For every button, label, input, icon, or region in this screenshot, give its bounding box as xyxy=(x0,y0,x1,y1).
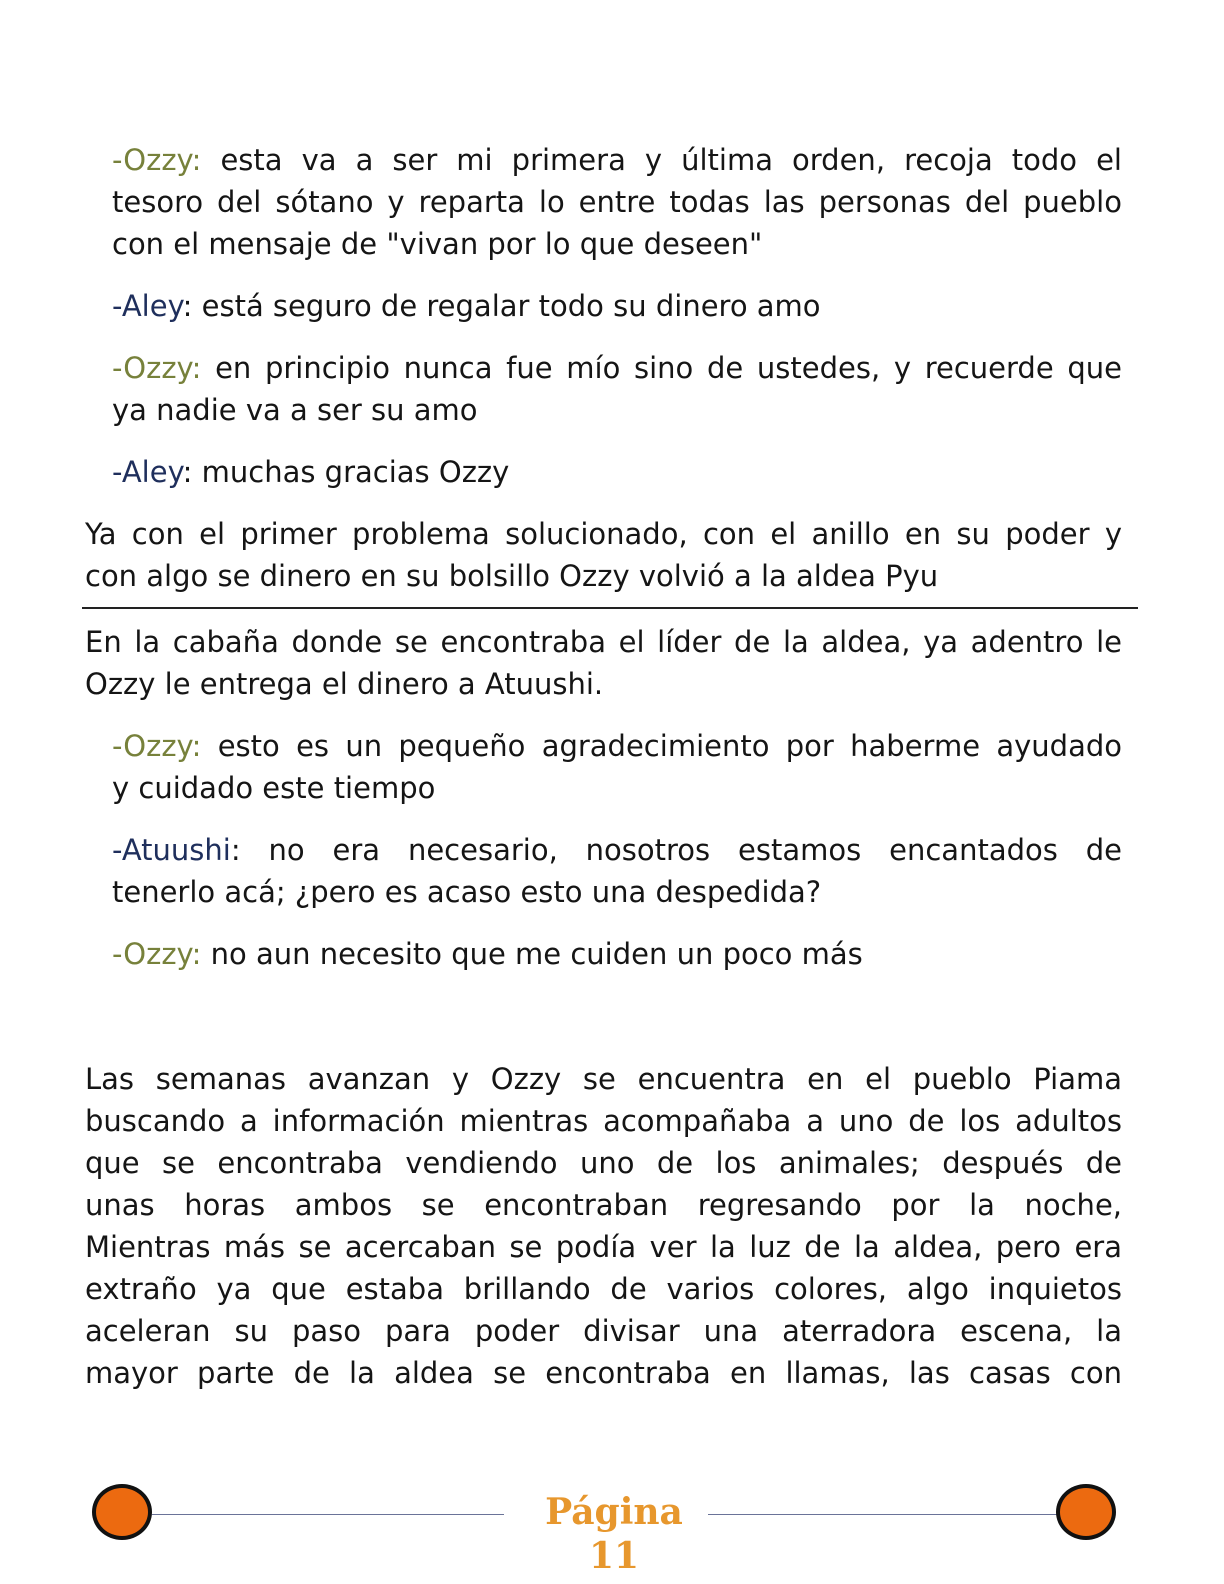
footer-circle-right-icon xyxy=(1056,1484,1116,1540)
dialogue-line: -Aley: está seguro de regalar todo su dinero amo xyxy=(112,289,821,323)
dialogue-line: -Ozzy: esta va a ser mi primera y última orden, recoja todo el xyxy=(112,143,1122,177)
narration-line: aceleran su paso para poder divisar una aterradora escena, la xyxy=(85,1314,1122,1348)
footer-rule-left xyxy=(152,1514,504,1515)
page-label: Página xyxy=(545,1491,683,1533)
dialogue-line: ya nadie va a ser su amo xyxy=(112,393,478,427)
footer-circle-left-icon xyxy=(92,1484,152,1540)
section-divider xyxy=(82,607,1138,609)
speaker-aley: -Aley xyxy=(112,289,183,323)
speaker-ozzy: -Ozzy xyxy=(112,351,192,385)
speaker-ozzy: -Ozzy xyxy=(112,143,192,177)
speaker-atuushi: -Atuushi xyxy=(112,833,231,867)
dialogue-line: -Ozzy: esto es un pequeño agradecimiento por haberme ayudado xyxy=(112,729,1122,763)
speaker-aley: -Aley xyxy=(112,455,183,489)
dialogue-line: tenerlo acá; ¿pero es acaso esto una despedida? xyxy=(112,875,822,909)
narration-line: buscando a información mientras acompañaba a uno de los adultos xyxy=(85,1104,1122,1138)
narration-line: con algo se dinero en su bolsillo Ozzy volvió a la aldea Pyu xyxy=(85,559,939,593)
dialogue-line: -Ozzy: no aun necesito que me cuiden un poco más xyxy=(112,937,863,971)
narration-line: Mientras más se acercaban se podía ver la luz de la aldea, pero era xyxy=(85,1230,1122,1264)
narration-line: Ozzy le entrega el dinero a Atuushi. xyxy=(85,667,604,701)
dialogue-line: -Atuushi: no era necesario, nosotros estamos encantados de xyxy=(112,833,1122,867)
speaker-ozzy: -Ozzy xyxy=(112,937,192,971)
dialogue-line: -Aley: muchas gracias Ozzy xyxy=(112,455,510,489)
narration-line: unas horas ambos se encontraban regresando por la noche, xyxy=(85,1188,1122,1222)
page-number: 11 xyxy=(588,1535,640,1577)
dialogue-line: -Ozzy: en principio nunca fue mío sino de ustedes, y recuerde que xyxy=(112,351,1122,385)
narration-line: extraño ya que estaba brillando de varios colores, algo inquietos xyxy=(85,1272,1122,1306)
speaker-ozzy: -Ozzy xyxy=(112,729,192,763)
narration-line: Ya con el primer problema solucionado, con el anillo en su poder y xyxy=(85,517,1122,551)
narration-line: mayor parte de la aldea se encontraba en llamas, las casas con xyxy=(85,1356,1122,1390)
narration-line: que se encontraba vendiendo uno de los animales; después de xyxy=(85,1146,1122,1180)
dialogue-line: tesoro del sótano y reparta lo entre todas las personas del pueblo xyxy=(112,185,1122,219)
narration-line: En la cabaña donde se encontraba el líder de la aldea, ya adentro le xyxy=(85,625,1122,659)
dialogue-line: con el mensaje de "vivan por lo que deseen" xyxy=(112,227,763,261)
dialogue-line: y cuidado este tiempo xyxy=(112,771,436,805)
footer-rule-right xyxy=(708,1514,1058,1515)
narration-line: Las semanas avanzan y Ozzy se encuentra en el pueblo Piama xyxy=(85,1062,1122,1096)
